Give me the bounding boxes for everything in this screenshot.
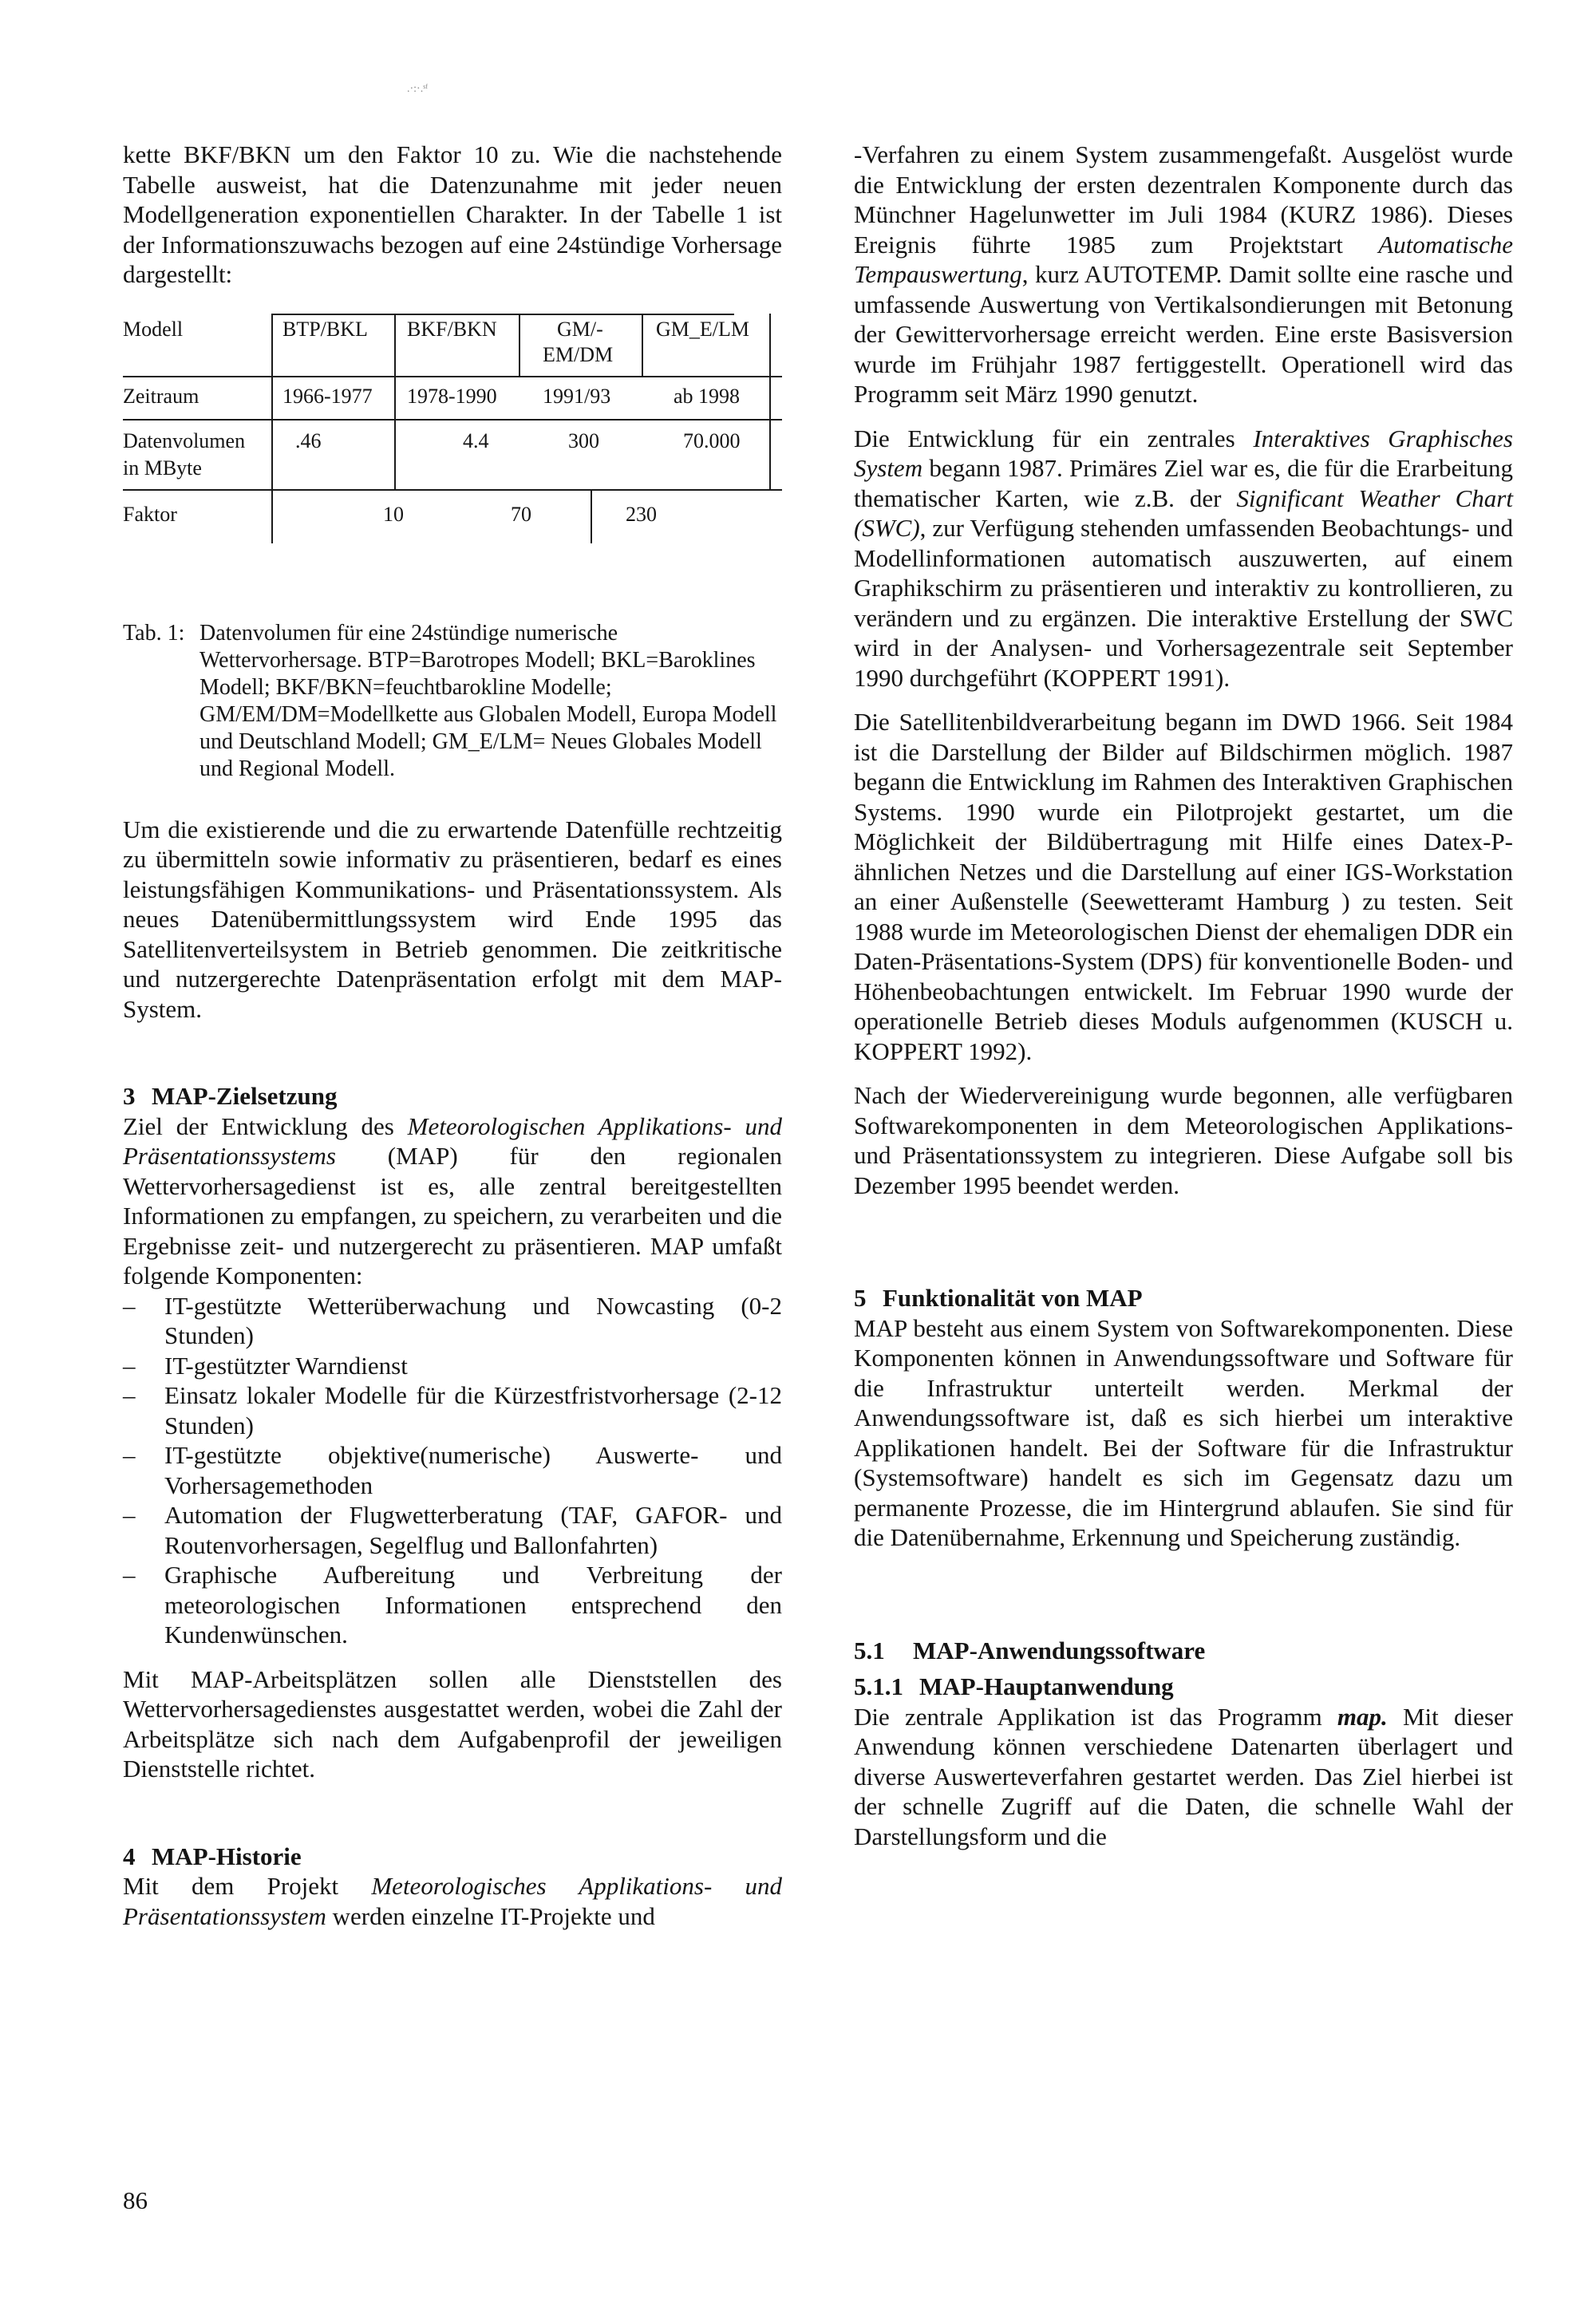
cell-faktor-1: 10 [383, 502, 404, 526]
cell-faktor-2: 70 [511, 502, 531, 526]
table-rule-1 [123, 376, 782, 377]
section-5-number: 5 [854, 1284, 867, 1312]
history-paragraph-4: Nach der Wiedervereinigung wurde begonnen, alle verfügbaren Softwarekomponenten in dem Meteorologischen Applikations- und Präsentationssystem zu integrieren. Diese Aufgabe soll bis Dezember 1995 beendet werden. [854, 1081, 1513, 1199]
section-4-paragraph [123, 1871, 782, 1931]
s3-text-b: (MAP) für den regionalen Wettervorhersagedienst ist es, alle zentral bereitgestellten Informationen zu empfangen, zu speichern, zu verarbeiten und die Ergebnisse zeit- und nutzergerecht zu präsentieren. MAP umfaßt folgende Komponenten: [123, 1142, 782, 1289]
history-paragraph-3: Die Satellitenbildverarbeitung begann im DWD 1966. Seit 1984 ist die Darstellung der Bilder auf Bildschirmen möglich. 1987 begann die Entwicklung im Rahmen des Interaktiven Graphischen Systems. 1990 wurde ein Pilotprojekt gestartet, um die Möglichkeit der Bildübertragung mit Hilfe eines Datex-P-ähnlichen Netzes und die Darstellung auf einer IGS-Workstation an einer Außenstelle (Seewetteramt Hamburg ) zu testen. Seit 1988 wurde im Meteorologischen Dienst der ehemaligen DDR ein Daten-Präsentations-System (DPS) für konventionelle Boden- und Höhenbeobachtungen entwickelt. Im Februar 1990 wurde der operationelle Betrieb dieses Moduls aufgenommen (KUSCH u. KOPPERT 1992). [854, 708, 1513, 1065]
caption-label: Tab. 1: [123, 620, 185, 646]
cell-volumen-2: 4.4 [463, 428, 489, 452]
list-item: – IT-gestützte objektive(numerische) Auswerte- und Vorhersagemethoden [123, 1440, 782, 1500]
row-label-datenvolumen: Datenvolumen [123, 428, 246, 452]
left-column [123, 140, 782, 1931]
cell-btp-bkl: BTP/BKL [282, 317, 368, 341]
section-3-number: 3 [123, 1082, 136, 1110]
list-item: – Graphische Aufbereitung und Verbreitung der meteorologischen Informationen entsprechend den Kundenwünschen. [123, 1560, 782, 1650]
p2-text-b: begann 1987. Primäres Ziel war es, die für die Erarbeitung thematischer Karten, wie z.B. der [854, 454, 1513, 512]
intro-paragraph: kette BKF/BKN um den Faktor 10 zu. Wie die nachstehende Tabelle ausweist, hat die Datenzunahme mit jeder neuen Modellgeneration exponentiellen Charakter. In der Tabelle 1 ist der Informationszuwachs bezogen auf eine 24stündige Vorhersage dargestellt: [123, 140, 782, 288]
section-5-1-1-number: 5.1.1 [854, 1672, 903, 1700]
cell-zeitraum-4: ab 1998 [674, 384, 741, 408]
s4-text-a: Mit dem Projekt [123, 1872, 372, 1900]
section-5-paragraph: MAP besteht aus einem System von Softwarekomponenten. Diese Komponenten können in Anwendungssoftware und Software für die Infrastruktur unterteilt werden. Merkmal der Anwendungssoftware ist, daß es sich hierbei um interaktive Applikationen handelt. Bei der Software für die Infrastruktur (Systemsoftware) handelt es sich im Gegensatz dazu um permanente Prozesse, die im Hintergrund ablaufen. Sie sind für die Datenübernahme, Erkennung und Speicherung zuständig. [854, 1313, 1513, 1551]
s3-text-a: Ziel der Entwicklung des [123, 1111, 408, 1140]
caption-text: Datenvolumen für eine 24stündige numerische Wettervorhersage. BTP=Barotropes Modell; BKL=Baroklines Modell; BKF/BKN=feuchtbarokline Modelle; GM/EM/DM=Modellkette aus Globalen Modell, Europa Modell und Deutschland Modell; GM_E/LM= Neues Globales Modell und Regional Modell. [200, 620, 777, 781]
section-3-paragraph [123, 1111, 782, 1291]
list-item: – IT-gestützter Warndienst [123, 1351, 782, 1381]
cell-volumen-3: 300 [568, 428, 599, 452]
cell-zeitraum-2: 1978-1990 [407, 384, 497, 408]
row-label-zeitraum: Zeitraum [123, 384, 200, 408]
list-item: – IT-gestützte Wetterüberwachung und Nowcasting (0-2 Stunden) [123, 1291, 782, 1351]
section-5-1-1-heading [854, 1672, 1513, 1702]
list-item: – Automation der Flugwetterberatung (TAF, GAFOR- und Routenvorhersagen, Segelflug und Ballonfahrten) [123, 1500, 782, 1560]
section-4-heading [123, 1842, 782, 1872]
section-3-heading [123, 1081, 782, 1111]
p1-text-b: , kurz AUTOTEMP. Damit sollte eine rasche und umfassende Auswertung von Vertikalsondierungen mit Betonung der Gewittervorhersage erreicht werden. Eine erste Basisversion wurde im Frühjahr 1987 fertiggestellt. Operationell wird das Programm seit März 1990 genutzt. [854, 260, 1513, 408]
cell-zeitraum-3: 1991/93 [543, 384, 611, 408]
s3-text-italic: Meteorologischen Applikations- und Präsentationssystems [123, 1111, 783, 1170]
section-5-1-title: MAP-Anwendungssoftware [913, 1636, 1206, 1664]
section-3-title: MAP-Zielsetzung [152, 1082, 338, 1110]
scan-mark: .·:·.ˢᶠ [407, 83, 429, 95]
cell-zeitraum-1: 1966-1977 [282, 384, 373, 408]
s511-text-a: Die zentrale Applikation ist das Programm [854, 1702, 1337, 1731]
table-1 [123, 314, 782, 601]
s4-text-b: werden einzelne IT-Projekte und [326, 1901, 655, 1930]
components-list [123, 1291, 782, 1650]
table-rule-3 [123, 489, 782, 491]
p2-text-a: Die Entwicklung für ein zentrales [854, 424, 1254, 452]
cell-bkf-bkn: BKF/BKN [407, 317, 497, 341]
table-vline-1 [271, 314, 273, 489]
history-paragraph-2 [854, 424, 1513, 693]
list-item: – Einsatz lokaler Modelle für die Kürzestfristvorhersage (2-12 Stunden) [123, 1380, 782, 1440]
section-4-number: 4 [123, 1842, 136, 1870]
table-top-rule [271, 314, 734, 315]
p2-text-italic-2: Significant Weather Chart (SWC) [854, 484, 1513, 542]
section-5-title: Funktionalität von MAP [883, 1284, 1143, 1312]
cell-gm-e-lm: GM_E/LM [656, 317, 749, 341]
p1-text-a: -Verfahren zu einem System zusammengefaßt. Ausgelöst wurde die Entwicklung der ersten dezentralen Komponente durch das Münchner Hagelunwetter im Juli 1984 (KURZ 1986). Dieses Ereignis führte 1985 zum Projektstart [854, 140, 1513, 259]
cell-volumen-4: 70.000 [683, 428, 741, 452]
page-number: 86 [123, 2186, 148, 2214]
cell-gm-b: EM/DM [543, 342, 614, 366]
section-5-heading [854, 1283, 1513, 1313]
table-vline-faktor-left [271, 489, 273, 543]
cell-volumen-1: .46 [295, 428, 322, 452]
table-caption [123, 620, 782, 783]
cell-gm-a: GM/- [557, 317, 603, 341]
right-column [854, 140, 1513, 1851]
s511-program-name: map. [1337, 1702, 1388, 1731]
cell-faktor-3: 230 [626, 502, 657, 526]
section-5-1-heading [854, 1636, 1513, 1666]
s511-text-b: Mit dieser Anwendung können verschiedene Datenarten überlagert und diverse Auswerteverfahren gestartet werden. Das Ziel hierbei ist der schnelle Zugriff auf die Daten, die schnelle Wahl der Darstellungsform und die [854, 1702, 1514, 1850]
table-vline-3 [519, 314, 520, 377]
table-rule-2 [123, 419, 782, 421]
paragraph-datenfuelle: Um die existierende und die zu erwartende Datenfülle rechtzeitig zu übermitteln sowie informativ zu präsentieren, bedarf es eines leistungsfähigen Kommunikations- und Präsentationssystem. Als neues Datenübermittlungssystem wird Ende 1995 das Satellitenverteilsystem in Betrieb genommen. Die zeitkritische und nutzergerechte Datenpräsentation erfolgt mit dem MAP-System. [123, 815, 782, 1023]
table-vline-2 [394, 314, 396, 489]
p2-text-c: , zur Verfügung stehenden umfassenden Beobachtungs- und Modellinformationen automatisch auszuwerten, auf einem Graphikschirm zu präsentieren und interaktiv zu kontrollieren, zu verändern und zu ergänzen. Die interaktive Erstellung der SWC wird in der Analysen- und Vorhersagezentrale seit September 1990 durchgeführt (KOPPERT 1991). [854, 514, 1513, 692]
p2-text-italic-1: Interaktives Graphisches System [854, 424, 1513, 482]
section-4-title: MAP-Historie [152, 1842, 302, 1870]
section-3-paragraph-2: Mit MAP-Arbeitsplätzen sollen alle Dienststellen des Wettervorhersagedienstes ausgestattet werden, wobei die Zahl der Arbeitsplätze sich nach dem Aufgabenprofil der jeweiligen Dienststelle richtet. [123, 1664, 782, 1783]
table-vline-4 [642, 314, 643, 377]
table-vline-5 [769, 314, 771, 489]
section-5-1-1-paragraph [854, 1702, 1513, 1852]
table-vline-faktor-mid [591, 489, 592, 543]
row-label-modell: Modell [123, 317, 184, 341]
row-label-in-mbyte: in MByte [123, 456, 202, 480]
section-5-1-1-title: MAP-Hauptanwendung [919, 1672, 1174, 1700]
history-paragraph-1 [854, 140, 1513, 409]
section-5-1-number: 5.1 [854, 1636, 885, 1664]
s4-text-italic: Meteorologisches Applikations- und Präsentationssystem [123, 1872, 782, 1930]
p1-text-italic: Automatische Tempauswertung [854, 230, 1513, 288]
row-label-faktor: Faktor [123, 502, 177, 526]
